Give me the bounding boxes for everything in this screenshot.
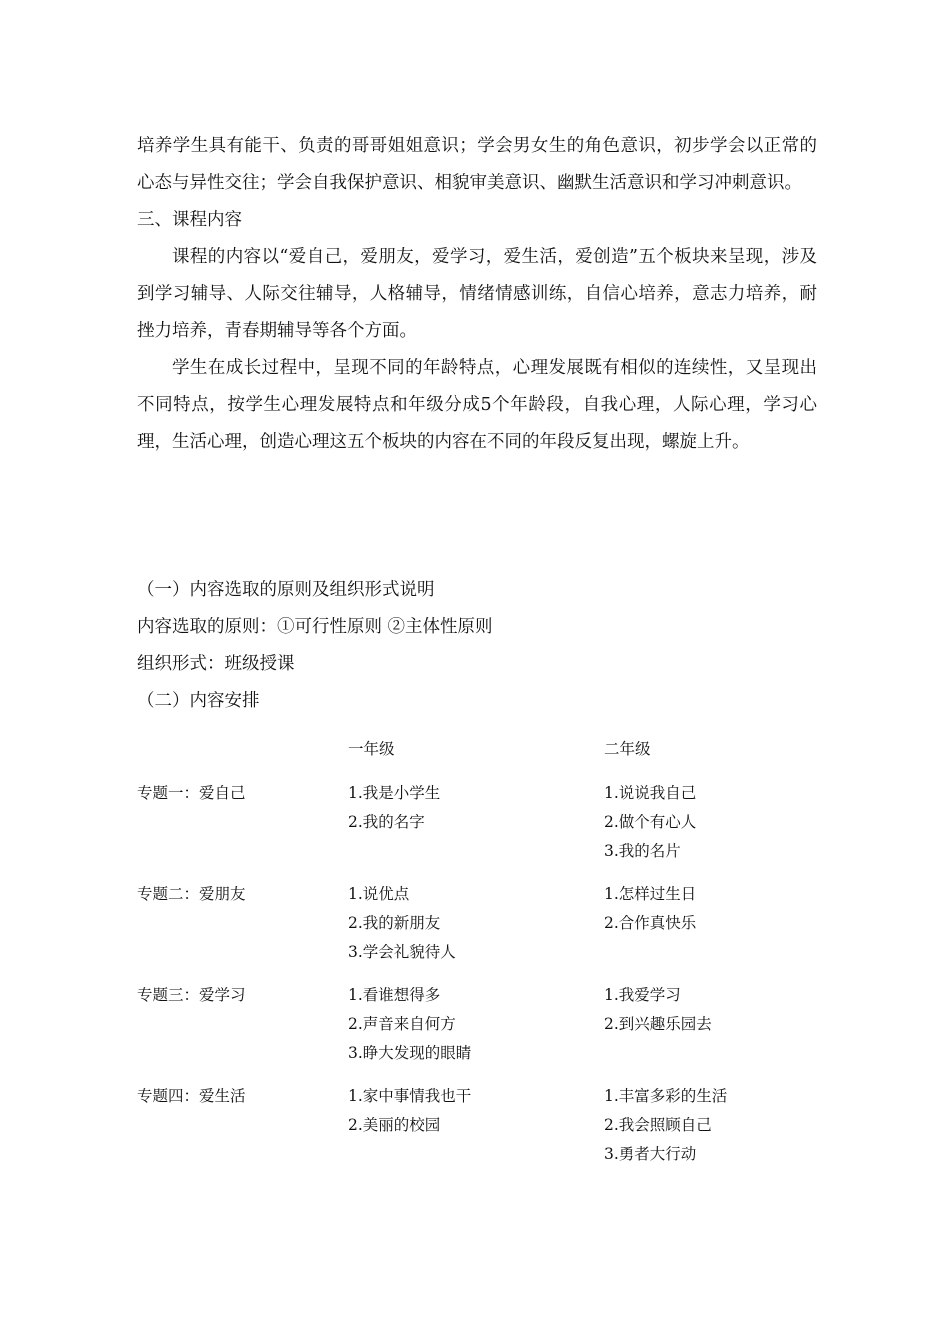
lesson-item: 2.我的名字 [348,813,425,831]
grade1-lessons [348,779,604,866]
grade1-lessons [348,981,604,1068]
lesson-item: 2.我的新朋友 [348,914,441,932]
grade2-lessons [604,880,817,967]
lesson-item: 1.丰富多彩的生活 [604,1087,728,1105]
lesson-item: 1.家中事情我也干 [348,1087,472,1105]
topic-name: 专题二：爱朋友 [137,885,246,903]
organization-line: 组织形式：班级授课 [137,654,295,674]
grade2-lessons [604,1082,817,1169]
heading-course-content: 三、课程内容 [137,210,242,230]
grade1-lessons [348,1082,604,1169]
schedule-table [137,735,817,1183]
schedule-row [137,880,817,967]
paragraph-development: 学生在成长过程中，呈现不同的年龄特点，心理发展既有相似的连续性，又呈现出不同特点，按学生心理发展特点和年级分成5个年龄段，自我心理，人际心理，学习心理，生活心理，创造心理这五个板块的内容在不同的年段反复出现，螺旋上升。 [137,358,817,452]
schedule-header-row [137,735,817,764]
schedule-row [137,981,817,1068]
grade2-lessons [604,779,817,866]
lesson-item: 2.到兴趣乐园去 [604,1015,712,1033]
header-grade2: 二年级 [604,740,651,758]
lesson-item: 2.做个有心人 [604,813,697,831]
section1-title: （一）内容选取的原则及组织形式说明 [137,580,435,600]
section2-title: （二）内容安排 [137,691,260,711]
lesson-item: 1.说优点 [348,885,410,903]
topic-name: 专题四：爱生活 [137,1087,246,1105]
lesson-item: 3.睁大发现的眼睛 [348,1044,472,1062]
lesson-item: 3.学会礼貌待人 [348,943,456,961]
lesson-item: 1.怎样过生日 [604,885,697,903]
paragraph-content-overview: 课程的内容以“爱自己，爱朋友，爱学习，爱生活，爱创造”五个板块来呈现，涉及到学习辅导、人际交往辅导，人格辅导，情绪情感训练，自信心培养，意志力培养，耐挫力培养，青春期辅导等各个方面。 [137,247,817,341]
topic-name: 专题一：爱自己 [137,784,246,802]
lesson-item: 2.我会照顾自己 [604,1116,712,1134]
lesson-item: 1.我是小学生 [348,784,441,802]
lesson-item: 1.看谁想得多 [348,986,441,1004]
lesson-item: 3.我的名片 [604,842,681,860]
schedule-row [137,779,817,866]
grade2-lessons [604,981,817,1068]
lesson-item: 2.美丽的校园 [348,1116,441,1134]
body-text [137,128,817,461]
header-grade1: 一年级 [348,740,395,758]
principles-line: 内容选取的原则：①可行性原则 ②主体性原则 [137,617,493,637]
topic-name: 专题三：爱学习 [137,986,246,1004]
grade1-lessons [348,880,604,967]
lesson-item: 2.合作真快乐 [604,914,697,932]
lesson-item: 1.说说我自己 [604,784,697,802]
section-block [137,572,817,720]
header-topic-cell [137,735,348,764]
schedule-row [137,1082,817,1169]
lesson-item: 1.我爱学习 [604,986,681,1004]
paragraph-goals: 培养学生具有能干、负责的哥哥姐姐意识；学会男女生的角色意识，初步学会以正常的心态与异性交往；学会自我保护意识、相貌审美意识、幽默生活意识和学习冲刺意识。 [137,136,817,193]
lesson-item: 2.声音来自何方 [348,1015,456,1033]
lesson-item: 3.勇者大行动 [604,1145,697,1163]
